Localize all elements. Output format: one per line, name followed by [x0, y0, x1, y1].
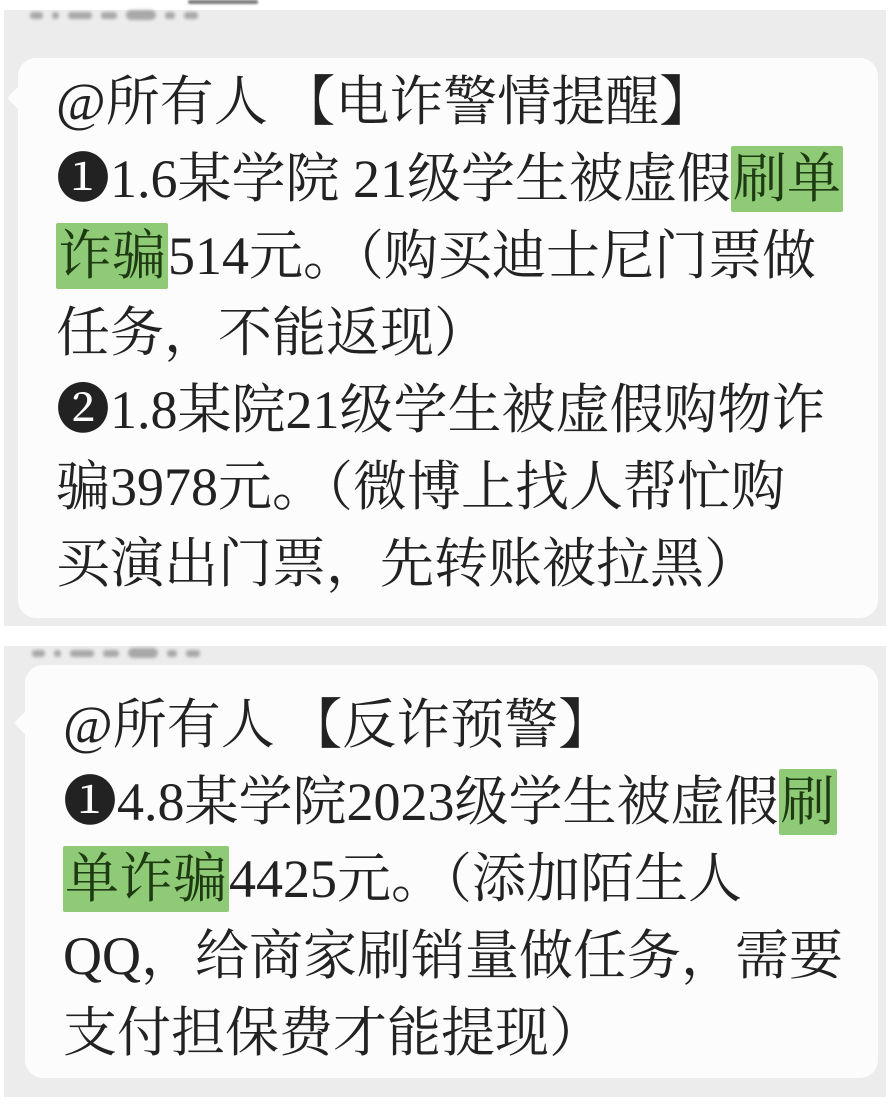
text-segment: ❶1.6某学院 21级学生被虚假: [56, 149, 731, 209]
message-bubble-2[interactable]: [25, 665, 878, 1078]
message-line: [63, 841, 860, 918]
text-segment: @所有人 【电诈警情提醒】: [56, 72, 714, 132]
highlighted-text: 刷: [779, 769, 837, 835]
highlighted-text: 单诈骗: [63, 846, 229, 912]
message-line: [56, 526, 860, 603]
text-segment: 4425元。（添加陌生人: [229, 849, 742, 909]
message-line: [63, 918, 860, 995]
message-line: [56, 141, 860, 218]
message-line: [63, 995, 860, 1072]
message-line: [56, 449, 860, 526]
text-segment: 骗3978元。（微博上找人帮忙购: [56, 457, 785, 517]
message-line: [56, 218, 860, 295]
text-segment: @所有人 【反诈预警】: [63, 695, 613, 755]
message-bubble-1[interactable]: [18, 58, 878, 618]
text-segment: 买演出门票，先转账被拉黑）: [56, 534, 758, 594]
highlighted-text: 刷单: [731, 146, 843, 212]
text-segment: ❶4.8某学院2023级学生被虚假: [63, 772, 779, 832]
message-line: [63, 764, 860, 841]
text-segment: ❷1.8某院21级学生被虚假购物诈: [56, 380, 826, 440]
text-segment: 任务，不能返现）: [56, 303, 488, 363]
redacted-sender-name: [32, 648, 200, 658]
message-text-2: [25, 665, 878, 1072]
message-text-1: [18, 58, 878, 603]
message-line: [56, 295, 860, 372]
message-line: [63, 687, 860, 764]
cropped-text-fragment: [188, 0, 258, 4]
text-segment: QQ，给商家刷销量做任务，需要: [63, 926, 843, 986]
highlighted-text: 诈骗: [56, 223, 168, 289]
message-line: [56, 372, 860, 449]
redacted-sender-name: [30, 10, 198, 20]
text-segment: 支付担保费才能提现）: [63, 1003, 603, 1063]
message-line: [56, 64, 860, 141]
text-segment: 514元。（购买迪士尼门票做: [168, 226, 816, 286]
